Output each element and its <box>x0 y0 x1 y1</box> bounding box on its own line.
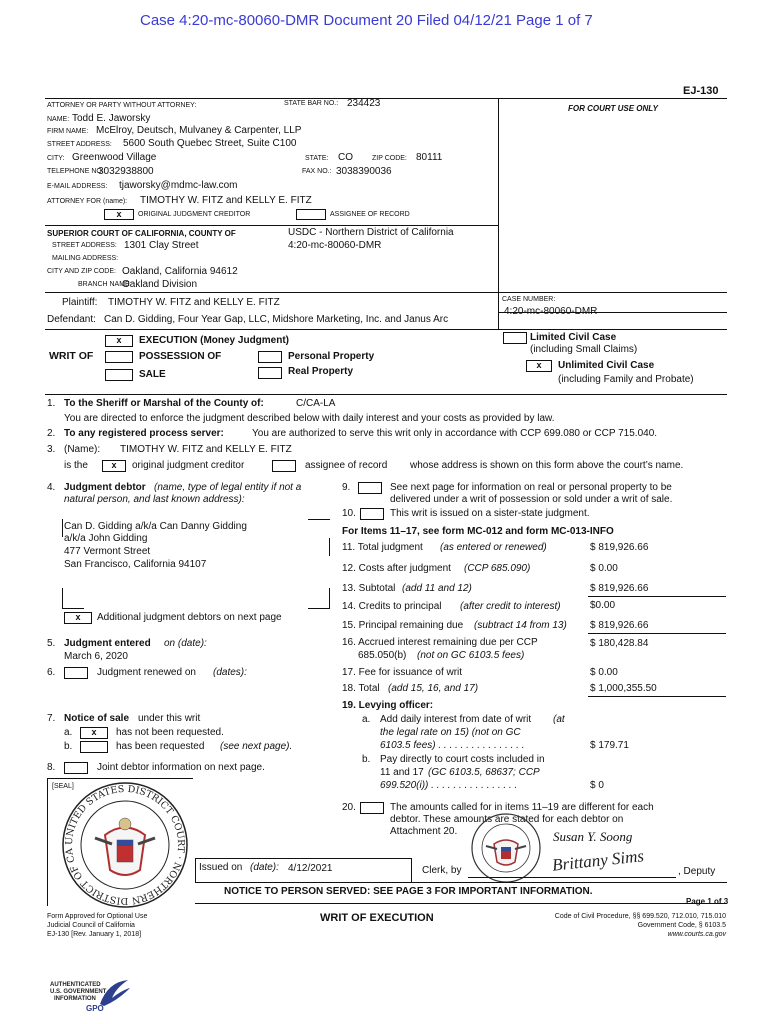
personal-property-checkbox[interactable] <box>258 351 282 363</box>
attorney-for-label: ATTORNEY FOR (name): <box>47 198 128 205</box>
item-12-value: $ 0.00 <box>590 563 618 574</box>
item-13-underline <box>588 596 726 597</box>
notice-text: NOTICE TO PERSON SERVED: SEE PAGE 3 FOR IMPORTANT INFORMATION. <box>224 886 593 897</box>
court-use-divider <box>498 98 499 330</box>
debtor-bracket-bottom <box>62 608 84 609</box>
execution-label: EXECUTION (Money Judgment) <box>139 335 290 346</box>
page-of: Page 1 of 3 <box>686 897 729 906</box>
fax-label: FAX NO.: <box>302 168 332 175</box>
item-13-label: 13. Subtotal <box>342 583 396 594</box>
item-8-checkbox[interactable] <box>64 762 88 774</box>
item-19a-hint-1: (at <box>553 714 565 725</box>
notice-top-border <box>195 882 727 883</box>
item-1-number: 1. <box>47 398 56 409</box>
real-property-checkbox[interactable] <box>258 367 282 379</box>
item-12-hint: (CCP 685.090) <box>464 563 531 574</box>
deputy-label: , Deputy <box>678 866 716 877</box>
issued-date-hint: (date): <box>250 862 279 873</box>
item-19b-text-2: 11 and 17 <box>380 767 424 778</box>
item-20-text-1: The amounts called for in items 11–19 are different for each <box>390 802 654 813</box>
court-case-ref: 4:20-mc-80060-DMR <box>288 240 382 251</box>
item-16-value: $ 180,428.84 <box>590 638 649 649</box>
item-19a-value: $ 179.71 <box>590 740 629 751</box>
item-7b-letter: b. <box>64 741 73 752</box>
item-19-label: 19. Levying officer: <box>342 700 434 711</box>
item-9-text-1: See next page for information on real or personal property to be <box>390 482 672 493</box>
mailing-label: MAILING ADDRESS: <box>52 255 119 262</box>
attorney-email: tjaworsky@mdmc-law.com <box>119 180 238 191</box>
item-1-text: You are directed to enforce the judgment described below with daily interest and your costs as provided by law. <box>64 413 555 424</box>
clerk-name: Susan Y. Soong <box>553 829 633 844</box>
sale-label: SALE <box>139 369 166 380</box>
assignee-label: ASSIGNEE OF RECORD <box>330 211 410 218</box>
item-5-date: March 6, 2020 <box>64 651 128 662</box>
item-2-text: You are authorized to serve this writ only in accordance with CCP 699.080 or CCP 715.040. <box>252 428 658 439</box>
parties-bottom <box>45 329 727 330</box>
item-14-value: $0.00 <box>590 600 616 611</box>
item-7a-text: has not been requested. <box>116 727 224 738</box>
item-18-underline <box>588 696 726 697</box>
item-8-number: 8. <box>47 762 56 773</box>
writ-bottom <box>45 394 727 395</box>
city-label: CITY: <box>47 155 65 162</box>
item-14-hint: (after credit to interest) <box>460 601 561 612</box>
court-street: 1301 Clay Street <box>124 240 199 251</box>
firm-name: McElroy, Deutsch, Mulvaney & Carpenter, LLP <box>96 125 302 136</box>
bar-number: 234423 <box>347 98 381 109</box>
item-10-number: 10. <box>342 508 356 519</box>
court-street-label: STREET ADDRESS: <box>52 242 117 249</box>
item-3-original-label: original judgment creditor <box>132 460 245 471</box>
item-10-text: This writ is issued on a sister-state judgment. <box>390 508 590 519</box>
item-19a-letter: a. <box>362 714 371 725</box>
debtor-line-2: a/k/a John Gidding <box>64 533 148 544</box>
defendant-name: Can D. Gidding, Four Year Gap, LLC, Midshore Marketing, Inc. and Janus Arc <box>104 314 449 325</box>
item-1-county: C/CA-LA <box>296 398 336 409</box>
attorney-fax: 3038390036 <box>336 166 392 177</box>
attorney-label: ATTORNEY OR PARTY WITHOUT ATTORNEY: <box>47 102 197 109</box>
footer-left-2: Judicial Council of California <box>47 922 135 929</box>
name-label: NAME: <box>47 116 70 123</box>
gpo-eagle-icon <box>98 976 132 1010</box>
attorney-street: 5600 South Quebec Street, Suite C100 <box>123 138 297 149</box>
item-3-is: is the <box>64 460 88 471</box>
debtor-line-4: San Francisco, California 94107 <box>64 559 207 570</box>
item-5-label: Judgment entered <box>64 638 151 649</box>
real-property-label: Real Property <box>288 366 354 377</box>
court-city: Oakland, California 94612 <box>122 266 238 277</box>
item-13-value: $ 819,926.66 <box>590 583 649 594</box>
form-code: EJ-130 <box>683 85 719 97</box>
item-17-value: $ 0.00 <box>590 667 618 678</box>
assignee-checkbox[interactable] <box>296 209 326 220</box>
gpo-text-3: INFORMATION <box>54 996 96 1002</box>
street-label: STREET ADDRESS: <box>47 141 112 148</box>
item-3-assignee-checkbox[interactable] <box>272 460 296 472</box>
attorney-for-name: TIMOTHY W. FITZ and KELLY E. FITZ <box>140 195 312 206</box>
issued-right-border <box>411 858 412 882</box>
clerk-signature-line <box>468 877 676 878</box>
item-7-label: Notice of sale <box>64 713 130 724</box>
limited-case-checkbox[interactable] <box>503 332 527 344</box>
court-label: SUPERIOR COURT OF CALIFORNIA, COUNTY OF <box>47 229 236 238</box>
item-6-label: Judgment renewed on <box>97 667 196 678</box>
seal-text: UNITED STATES DISTRICT COURT · NORTHERN DISTRICT OF CALIFORNIA <box>55 772 187 907</box>
attorney-tel: 3032938800 <box>98 166 154 177</box>
footer-left-3: EJ-130 [Rev. January 1, 2018] <box>47 931 142 938</box>
additional-debtors-checkbox[interactable]: x <box>64 612 92 624</box>
item-7b-hint: (see next page). <box>220 741 293 752</box>
attorney-zip: 80111 <box>416 152 443 163</box>
footer-right-3: www.courts.ca.gov <box>667 931 726 938</box>
footer-right-1: Code of Civil Procedure, §§ 699.520, 712.010, 715.010 <box>554 913 726 920</box>
item-19b-letter: b. <box>362 754 371 765</box>
item-3-original-checkbox[interactable]: x <box>102 460 126 472</box>
debtor-line-1: Can D. Gidding a/k/a Can Danny Gidding <box>64 521 247 532</box>
item-11-hint: (as entered or renewed) <box>440 542 547 553</box>
item-7b-checkbox[interactable] <box>80 741 108 753</box>
clerk-signature: Brittany Sims <box>551 846 645 875</box>
item-19a-text-1: Add daily interest from date of writ <box>380 714 532 725</box>
firm-label: FIRM NAME: <box>47 128 89 135</box>
plaintiff-name: TIMOTHY W. FITZ and KELLY E. FITZ <box>108 297 280 308</box>
debtor-bracket-right-lower <box>329 588 330 608</box>
personal-property-label: Personal Property <box>288 351 375 362</box>
seal-label: [SEAL] <box>52 783 74 790</box>
footer-title: WRIT OF EXECUTION <box>320 912 434 924</box>
additional-debtors-label: Additional judgment debtors on next page <box>97 612 282 623</box>
item-16-hint: (not on GC 6103.5 fees) <box>417 650 525 661</box>
court-divider <box>45 225 498 226</box>
possession-label: POSSESSION OF <box>139 351 222 362</box>
bar-label: STATE BAR NO.: <box>284 100 339 107</box>
item-20-number: 20. <box>342 802 356 813</box>
item-15-label: 15. Principal remaining due <box>342 620 464 631</box>
possession-checkbox[interactable] <box>105 351 133 363</box>
limited-case-label: Limited Civil Case <box>530 332 617 343</box>
item-13-hint: (add 11 and 12) <box>402 583 472 594</box>
item-7b-text: has been requested <box>116 741 205 752</box>
zip-label: ZIP CODE: <box>372 155 407 162</box>
item-6-number: 6. <box>47 667 56 678</box>
item-14-label: 14. Credits to principal <box>342 601 442 612</box>
item-4-hint-1: (name, type of legal entity if not a <box>154 482 302 493</box>
court-seal-icon <box>55 772 190 910</box>
issued-label: Issued on <box>199 862 243 873</box>
execution-checkbox[interactable]: x <box>105 335 133 347</box>
item-16-label-1: 16. Accrued interest remaining due per CCP <box>342 637 538 648</box>
item-4-number: 4. <box>47 482 56 493</box>
attorney-name: Todd E. Jaworsky <box>72 113 151 124</box>
court-name: USDC - Northern District of California <box>288 227 454 238</box>
issued-date: 4/12/2021 <box>288 863 333 874</box>
for-items-label: For Items 11–17, see form MC-012 and form MC-013-INFO <box>342 526 614 537</box>
debtor-bracket-left-lower <box>62 588 63 608</box>
item-20-checkbox[interactable] <box>360 802 384 814</box>
limited-case-sub: (including Small Claims) <box>530 344 638 355</box>
gpo-text-1: AUTHENTICATED <box>50 982 101 988</box>
item-8-text: Joint debtor information on next page. <box>97 762 265 773</box>
footer-right-2: Government Code, § 6103.5 <box>637 922 726 929</box>
tel-label: TELEPHONE NO.: <box>47 168 106 175</box>
debtor-bracket-right <box>329 538 330 556</box>
item-18-hint: (add 15, 16, and 17) <box>388 683 479 694</box>
item-19b-value: $ 0 <box>590 780 604 791</box>
debtor-bracket-bottom-right <box>308 608 330 609</box>
debtor-line-3: 477 Vermont Street <box>64 546 151 557</box>
clerk-by-label: Clerk, by <box>422 865 462 876</box>
item-18-value: $ 1,000,355.50 <box>590 683 657 694</box>
state-label: STATE: <box>305 155 329 162</box>
attorney-city: Greenwood Village <box>72 152 157 163</box>
item-19b-hint-3: 699.520(i)) . . . . . . . . . . . . . . . . <box>380 780 518 791</box>
clerk-seal-icon <box>470 812 542 884</box>
item-3-address-text: whose address is shown on this form above the court’s name. <box>410 460 684 471</box>
issued-top-border <box>195 858 411 859</box>
original-creditor-checkbox[interactable]: x <box>104 209 134 220</box>
item-3-assignee-label: assignee of record <box>305 460 388 471</box>
item-6-checkbox[interactable] <box>64 667 88 679</box>
email-label: E-MAIL ADDRESS: <box>47 183 108 190</box>
gpo-text-2: U.S. GOVERNMENT <box>50 989 107 995</box>
notice-bottom-border <box>195 903 727 904</box>
item-17-label: 17. Fee for issuance of writ <box>342 667 463 678</box>
item-7-rest: under this writ <box>138 713 201 724</box>
case-number-label: CASE NUMBER: <box>502 296 556 303</box>
item-19a-hint-3: 6103.5 fees) . . . . . . . . . . . . . . . . <box>380 740 525 751</box>
court-city-label: CITY AND ZIP CODE: <box>47 268 116 275</box>
item-3-name: TIMOTHY W. FITZ and KELLY E. FITZ <box>120 444 292 455</box>
debtor-bracket-top <box>308 519 330 520</box>
branch-label: BRANCH NAME: <box>78 281 132 288</box>
item-16-label-2: 685.050(b) <box>358 650 407 661</box>
court-use-label: FOR COURT USE ONLY <box>568 104 658 113</box>
item-19b-hint-2: (GC 6103.5, 68637; CCP <box>428 767 540 778</box>
unlimited-case-label: Unlimited Civil Case <box>558 360 655 371</box>
branch-name: Oakland Division <box>122 279 198 290</box>
item-7a-checkbox[interactable]: x <box>80 727 108 739</box>
attorney-state: CO <box>338 152 353 163</box>
defendant-label: Defendant: <box>47 314 96 325</box>
gpo-text-4: GPO <box>86 1004 104 1013</box>
sale-checkbox[interactable] <box>105 369 133 381</box>
footer-left-1: Form Approved for Optional Use <box>47 913 148 920</box>
item-11-label: 11. Total judgment <box>342 542 423 553</box>
item-19b-text-1: Pay directly to court costs included in <box>380 754 545 765</box>
item-6-dates: (dates): <box>213 667 247 678</box>
item-2-number: 2. <box>47 428 56 439</box>
item-15-hint: (subtract 14 from 13) <box>474 620 567 631</box>
plaintiff-label: Plaintiff: <box>62 297 98 308</box>
parties-divider <box>45 292 727 293</box>
top-border <box>45 98 727 99</box>
unlimited-case-checkbox[interactable]: x <box>526 360 552 372</box>
issued-left-border <box>195 858 196 882</box>
item-12-label: 12. Costs after judgment <box>342 563 451 574</box>
item-9-checkbox[interactable] <box>358 482 382 494</box>
item-19a-hint-2: the legal rate on 15) (not on GC <box>380 727 521 738</box>
case-header: Case 4:20-mc-80060-DMR Document 20 Filed 04/12/21 Page 1 of 7 <box>140 12 593 29</box>
case-number-value: 4:20-mc-80060-DMR <box>504 306 598 317</box>
unlimited-case-sub: (including Family and Probate) <box>558 374 694 385</box>
item-3-label: (Name): <box>64 444 101 455</box>
item-11-value: $ 819,926.66 <box>590 542 649 553</box>
item-2-label: To any registered process server: <box>64 428 224 439</box>
item-9-text-2: delivered under a writ of possession or sold under a writ of sale. <box>390 494 673 505</box>
item-10-checkbox[interactable] <box>360 508 384 520</box>
item-7a-letter: a. <box>64 727 73 738</box>
writ-of-label: WRIT OF <box>49 350 94 362</box>
item-1-label: To the Sheriff or Marshal of the County of: <box>64 398 264 409</box>
item-18-label: 18. Total <box>342 683 380 694</box>
item-5-on: on (date): <box>164 638 207 649</box>
item-20-text-2: debtor. These amounts are stated for each debtor on <box>390 814 624 825</box>
item-15-value: $ 819,926.66 <box>590 620 649 631</box>
item-3-number: 3. <box>47 444 56 455</box>
item-20-text-3: Attachment 20. <box>390 826 458 837</box>
item-5-number: 5. <box>47 638 56 649</box>
debtor-bracket-left <box>62 519 63 537</box>
item-9-number: 9. <box>342 482 351 493</box>
item-4-label: Judgment debtor <box>64 482 146 493</box>
item-4-hint-2: natural person, and last known address): <box>64 494 245 505</box>
item-15-underline <box>588 633 726 634</box>
item-7-number: 7. <box>47 713 56 724</box>
original-creditor-label: ORIGINAL JUDGMENT CREDITOR <box>138 211 251 218</box>
